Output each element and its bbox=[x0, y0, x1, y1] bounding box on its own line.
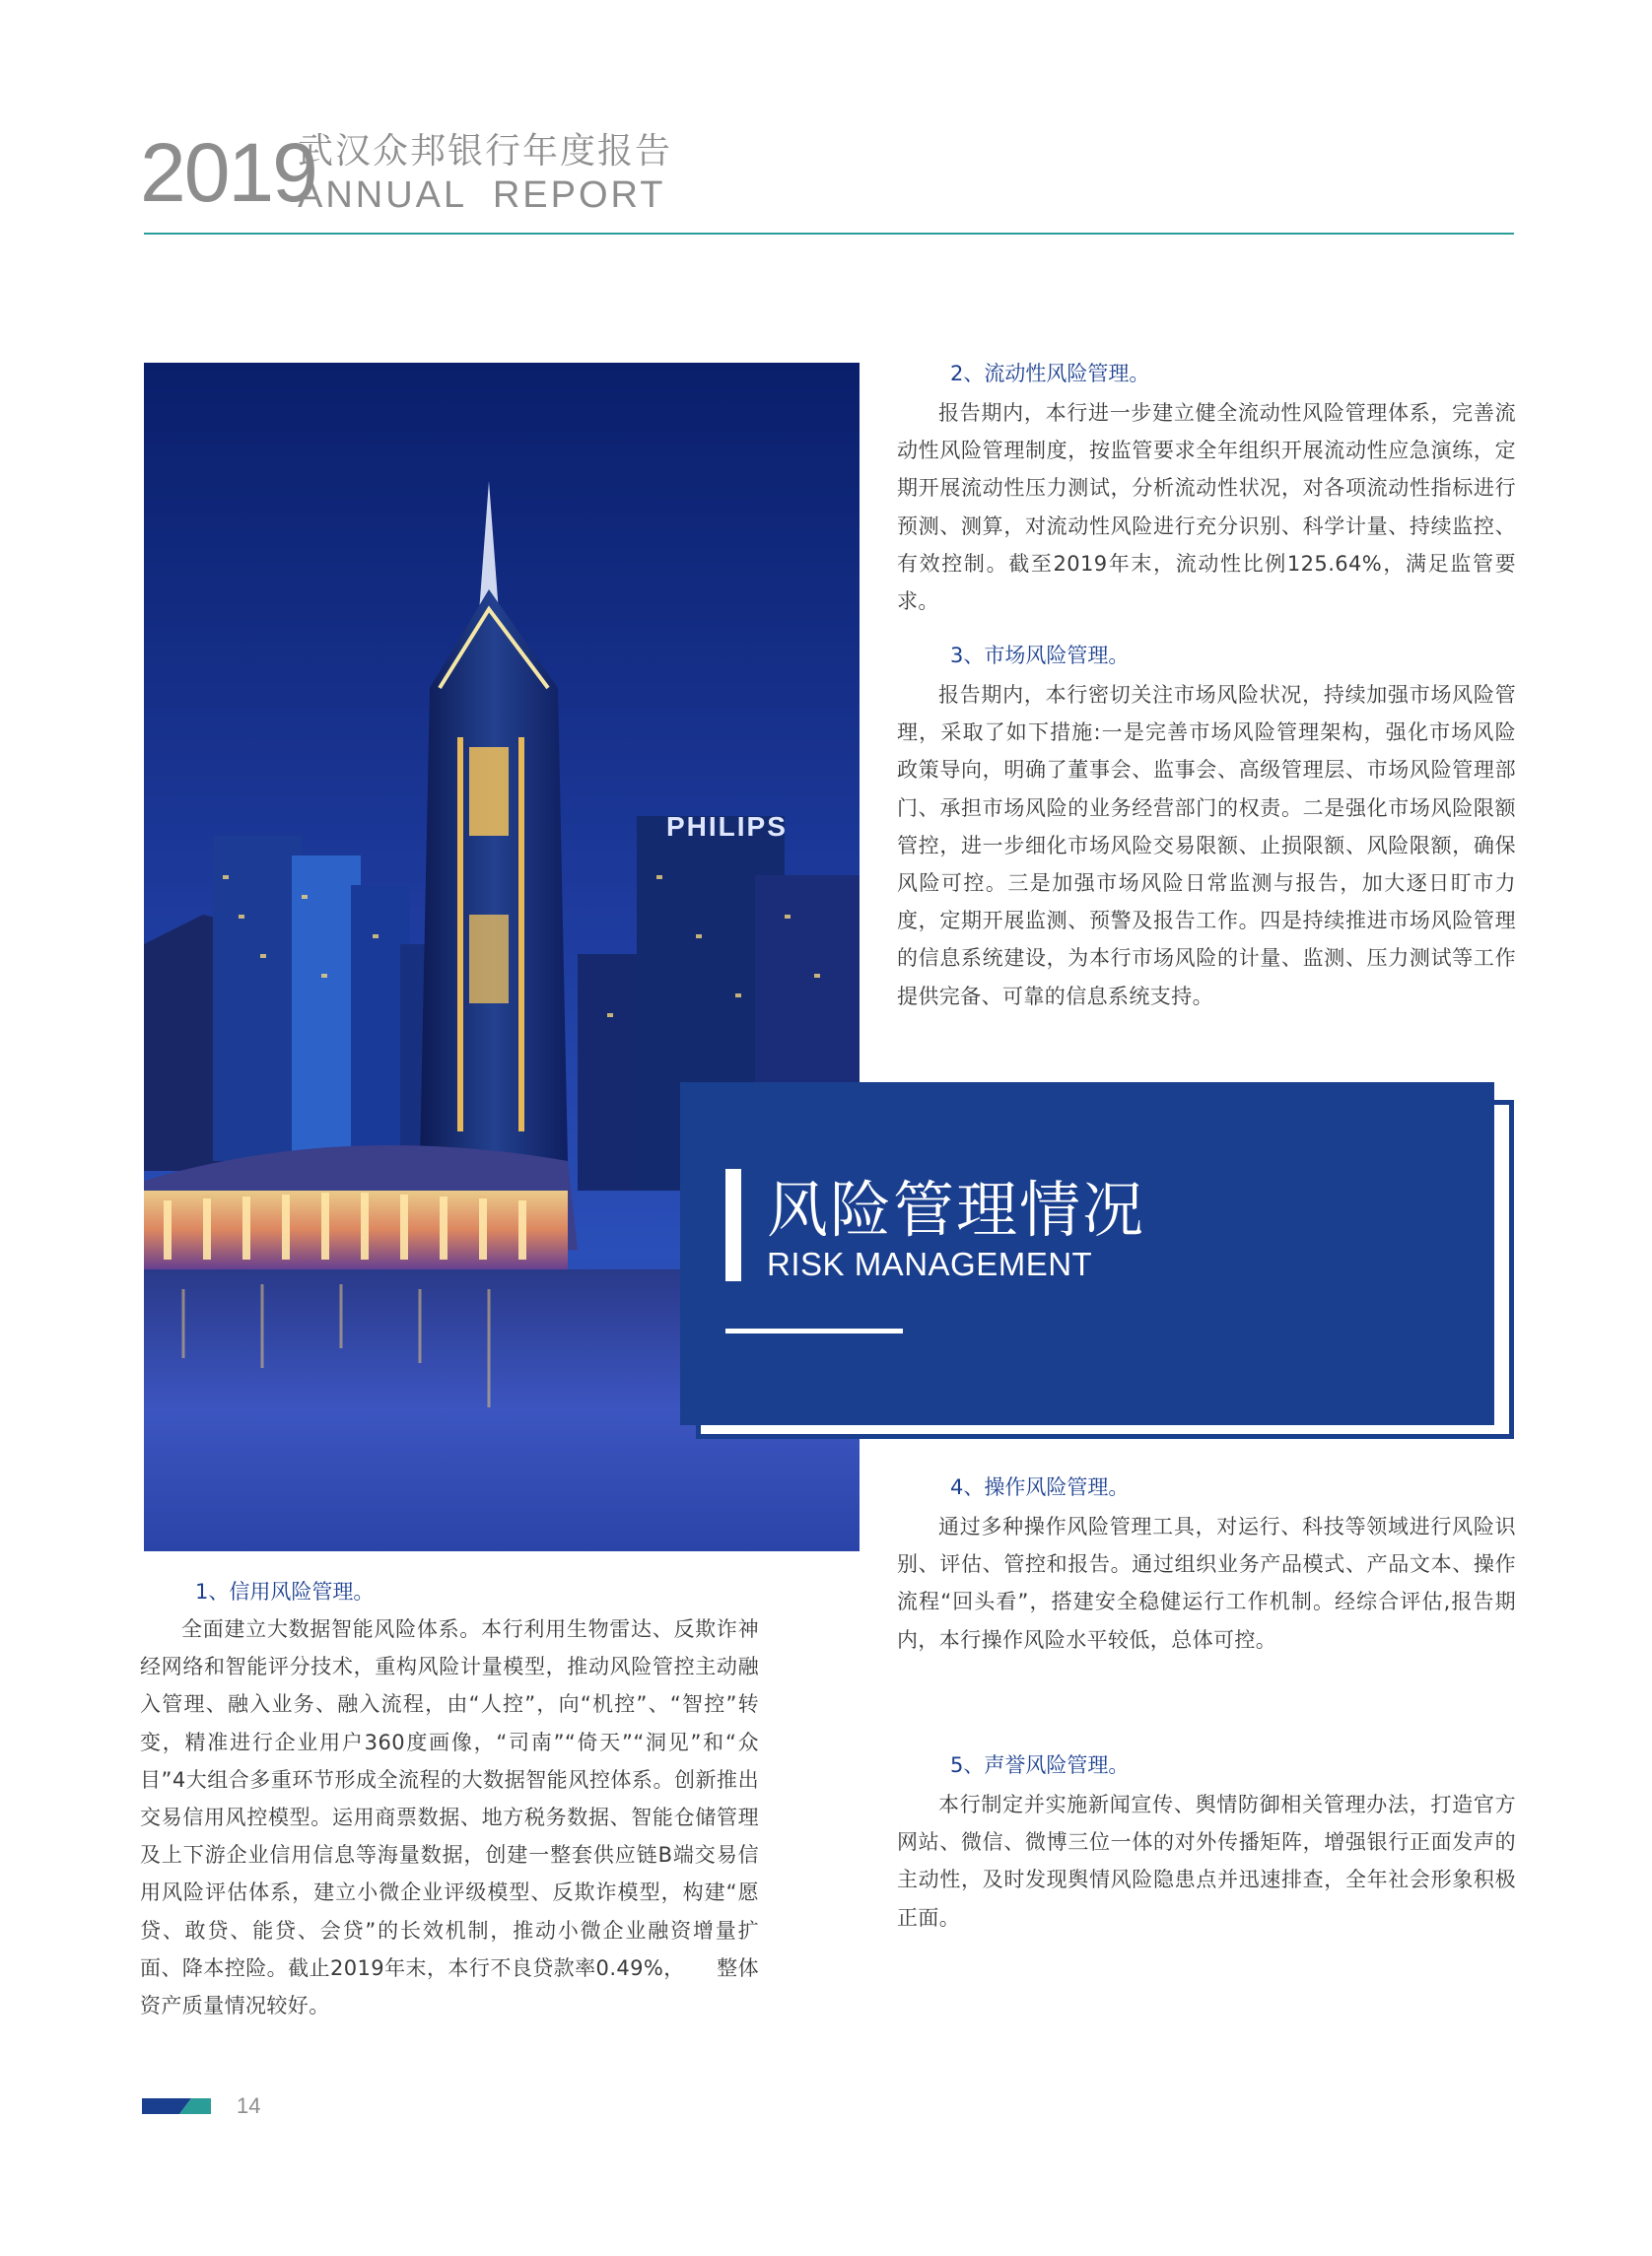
report-title-en: ANNUAL REPORT bbox=[298, 174, 666, 216]
banner-title-cn: 风险管理情况 bbox=[767, 1174, 1146, 1246]
header-divider bbox=[144, 233, 1514, 235]
section-title-credit-risk: 1、信用风险管理。 bbox=[195, 1580, 375, 1604]
section-body-liquidity-risk: 报告期内，本行进一步建立健全流动性风险管理体系，完善流动性风险管理制度，按监管要求全年组织开展流动性应急演练，定期开展流动性压力测试，分析流动性状况，对各项流动性指标进行预测、测算，对流动性风险进行充分识别、科学计量、持续监控、有效控制。截至2019年末，流动性比例125.64%，满足监管要求。 bbox=[897, 401, 1516, 614]
section-body-credit-risk: 全面建立大数据智能风险体系。本行利用生物雷达、反欺诈神经网络和智能评分技术，重构风险计量模型，推动风险管控主动融入管理、融入业务、融入流程，由“人控”，向“机控”、“智控”转变，精准进行企业用户360度画像，“司南”“倚天”“洞见”和“众目”4大组合多重环节形成全流程的大数据智能风控体系。创新推出交易信用风控模型。运用商票数据、地方税务数据、智能仓储管理及上下游企业信用信息等海量数据，创建一整套供应链B端交易信用风险评估体系，建立小微企业评级模型、反欺诈模型，构建“愿贷、敢贷、能贷、会贷”的长效机制，推动小微企业融资增量扩面、降本控险。截止2019年末，本行不良贷款率0.49%， 整体资产质量情况较好。 bbox=[140, 1617, 759, 2018]
banner-accent-bar bbox=[725, 1169, 741, 1281]
report-year: 2019 bbox=[140, 126, 316, 219]
banner-underline bbox=[725, 1329, 903, 1333]
banner-title-en: RISK MANAGEMENT bbox=[767, 1246, 1093, 1282]
section-title-reputation-risk: 5、声誉风险管理。 bbox=[950, 1753, 1130, 1777]
section-title-market-risk: 3、市场风险管理。 bbox=[950, 644, 1130, 667]
risk-management-banner bbox=[680, 1082, 1494, 1425]
page-marker-icon bbox=[142, 2098, 211, 2114]
philips-sign: PHILIPS bbox=[666, 811, 788, 842]
section-body-reputation-risk: 本行制定并实施新闻宣传、舆情防御相关管理办法，打造官方网站、微信、微博三位一体的对外传播矩阵，增强银行正面发声的主动性，及时发现舆情风险隐患点并迅速排查，全年社会形象积极正面。 bbox=[897, 1793, 1516, 1930]
section-body-operational-risk: 通过多种操作风险管理工具，对运行、科技等领域进行风险识别、评估、管控和报告。通过组织业务产品模式、产品文本、操作流程“回头看”，搭建安全稳健运行工作机制。经综合评估,报告期内，本行操作风险水平较低，总体可控。 bbox=[897, 1515, 1516, 1652]
section-title-liquidity-risk: 2、流动性风险管理。 bbox=[950, 362, 1150, 385]
section-title-operational-risk: 4、操作风险管理。 bbox=[950, 1475, 1130, 1499]
page-number: 14 bbox=[237, 2093, 261, 2118]
section-body-market-risk: 报告期内，本行密切关注市场风险状况，持续加强市场风险管理，采取了如下措施:一是完善市场风险管理架构，强化市场风险政策导向，明确了董事会、监事会、高级管理层、市场风险管理部门、承担市场风险的业务经营部门的权责。二是强化市场风险限额管控，进一步细化市场风险交易限额、止损限额、风险限额，确保风险可控。三是加强市场风险日常监测与报告，加大逐日盯市力度，定期开展监测、预警及报告工作。四是持续推进市场风险管理的信息系统建设，为本行市场风险的计量、监测、压力测试等工作提供完备、可靠的信息系统支持。 bbox=[897, 683, 1516, 1008]
report-title-cn: 武汉众邦银行年度报告 bbox=[298, 131, 673, 171]
